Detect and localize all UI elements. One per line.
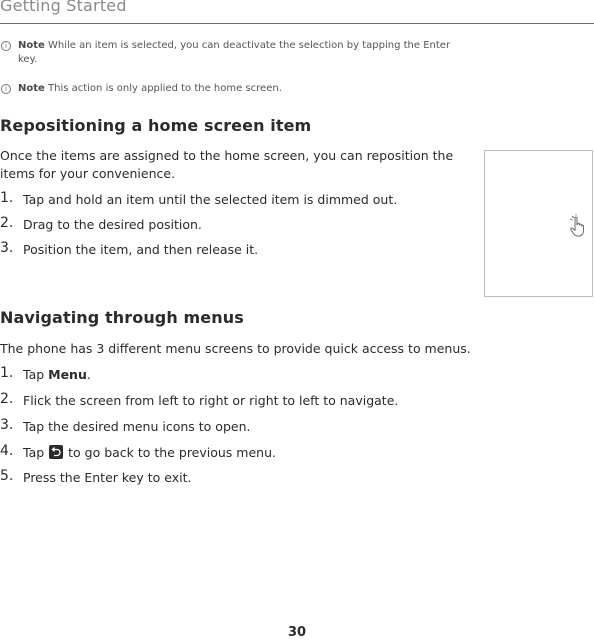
note-text: This action is only applied to the home screen. <box>44 83 282 94</box>
step-text: Tap the desired menu icons to open. <box>23 419 251 434</box>
hand-pointer-icon <box>566 213 592 239</box>
step-number: 1. <box>0 190 14 206</box>
step-number: 5. <box>0 468 14 484</box>
info-icon: i <box>1 41 11 51</box>
section-title-navigating: Navigating through menus <box>0 308 244 327</box>
step-item <box>0 190 480 210</box>
section1-intro: Once the items are assigned to the home screen, you can reposition the items for your convenience. <box>0 148 454 181</box>
back-icon <box>49 445 63 459</box>
step-item <box>0 215 480 235</box>
step-text: Drag to the desired position. <box>23 217 202 232</box>
step-text-pre: Tap <box>23 445 49 460</box>
step-item <box>0 365 480 385</box>
step-number: 4. <box>0 443 14 459</box>
header-title: Getting Started <box>0 0 127 15</box>
step-number: 2. <box>0 215 14 231</box>
section-title-repositioning: Repositioning a home screen item <box>0 116 312 135</box>
menu-label: Menu <box>48 367 87 382</box>
step-text: Flick the screen from left to right or right to left to navigate. <box>23 393 399 408</box>
step-number: 3. <box>0 417 14 433</box>
step-item <box>0 391 480 411</box>
info-icon: i <box>1 84 11 94</box>
step-text: Tap and hold an item until the selected item is dimmed out. <box>23 192 398 207</box>
screen-illustration <box>484 150 593 297</box>
section2-intro: The phone has 3 different menu screens to provide quick access to menus. <box>0 341 471 356</box>
page-number: 30 <box>287 625 307 640</box>
page-header <box>0 0 594 24</box>
step-text-pre: Tap <box>23 367 49 382</box>
step-text-post: . <box>86 367 91 382</box>
step-item <box>0 240 480 260</box>
step-item <box>0 468 480 488</box>
step-text: Position the item, and then release it. <box>23 242 259 257</box>
note-label: Note <box>18 40 45 51</box>
step-number: 1. <box>0 365 14 381</box>
note-2 <box>0 82 470 96</box>
step-number: 2. <box>0 391 14 407</box>
note-1 <box>0 39 470 67</box>
note-label: Note <box>18 83 45 94</box>
step-item <box>0 417 480 437</box>
step-item <box>0 443 480 463</box>
step-number: 3. <box>0 240 14 256</box>
step-text: Press the Enter key to exit. <box>23 470 192 485</box>
step-text-post: to go back to the previous menu. <box>64 445 276 460</box>
note-text: While an item is selected, you can deactivate the selection by tapping the Enter key. <box>18 40 451 65</box>
